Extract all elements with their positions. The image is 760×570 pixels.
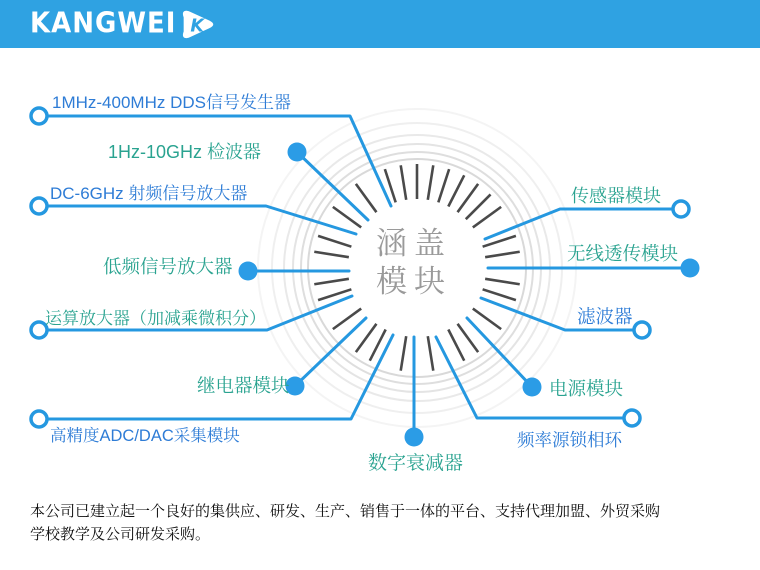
endpoint-ring: [634, 322, 650, 338]
tick-mark: [428, 336, 433, 371]
module-label: 传感器模块: [571, 186, 661, 206]
module-lf-amplifier: [103, 256, 349, 281]
tick-mark: [485, 279, 520, 284]
tick-mark: [448, 175, 464, 206]
endpoint-dot: [239, 262, 258, 281]
endpoint-ring: [624, 410, 640, 426]
endpoint-dot: [681, 259, 700, 278]
module-wireless-transmission: [488, 243, 700, 278]
hub-title-line2: 模块: [376, 264, 452, 299]
tick-mark: [356, 324, 377, 352]
endpoint-ring: [673, 201, 689, 217]
tick-mark: [438, 169, 449, 202]
connector-line: [485, 209, 673, 239]
tick-mark: [466, 194, 491, 219]
module-label: 继电器模块: [197, 375, 290, 396]
endpoint-dot: [288, 143, 307, 162]
tick-mark: [314, 279, 349, 284]
tick-mark: [401, 165, 406, 200]
company-description-line1: 本公司已建立起一个良好的集供应、研发、生产、销售于一体的平台、支持代理加盟、外贸采购: [30, 503, 661, 520]
tick-mark: [485, 252, 520, 257]
module-label: 运算放大器（加减乘微积分）: [45, 309, 266, 328]
tick-mark: [318, 236, 351, 247]
module-label: 电源模块: [549, 378, 624, 399]
tick-mark: [458, 184, 479, 212]
logo-text: KANGWEI: [30, 7, 177, 41]
hub-title-line1: 涵盖: [376, 226, 452, 261]
tick-mark: [428, 165, 433, 200]
module-label: 数字衰减器: [368, 453, 464, 474]
logo-badge-letter: K: [190, 16, 205, 37]
tick-mark: [483, 289, 516, 300]
connector-line: [47, 206, 356, 234]
module-label: 无线透传模块: [567, 243, 679, 264]
module-label: 1Hz-10GHz 检波器: [108, 142, 262, 162]
module-label: 1MHz-400MHz DDS信号发生器: [52, 93, 291, 112]
module-label: 高精度ADC/DAC采集模块: [50, 427, 240, 445]
endpoint-ring: [31, 198, 47, 214]
endpoint-dot: [523, 378, 542, 397]
tick-mark: [401, 336, 406, 371]
endpoint-dot: [405, 428, 424, 447]
tick-mark: [314, 252, 349, 257]
module-label: DC-6GHz 射频信号放大器: [50, 184, 248, 203]
module-label: 低频信号放大器: [103, 256, 233, 277]
endpoint-ring: [31, 108, 47, 124]
company-description: [30, 500, 742, 546]
tick-mark: [356, 184, 377, 212]
endpoint-ring: [31, 411, 47, 427]
module-label: 频率源锁相环: [517, 430, 622, 450]
company-description-line2: 学校教学及公司研发采购。: [30, 526, 211, 543]
tick-mark: [448, 329, 464, 360]
tick-mark: [473, 309, 501, 330]
module-label: 滤波器: [577, 306, 633, 327]
tick-mark: [473, 207, 501, 228]
